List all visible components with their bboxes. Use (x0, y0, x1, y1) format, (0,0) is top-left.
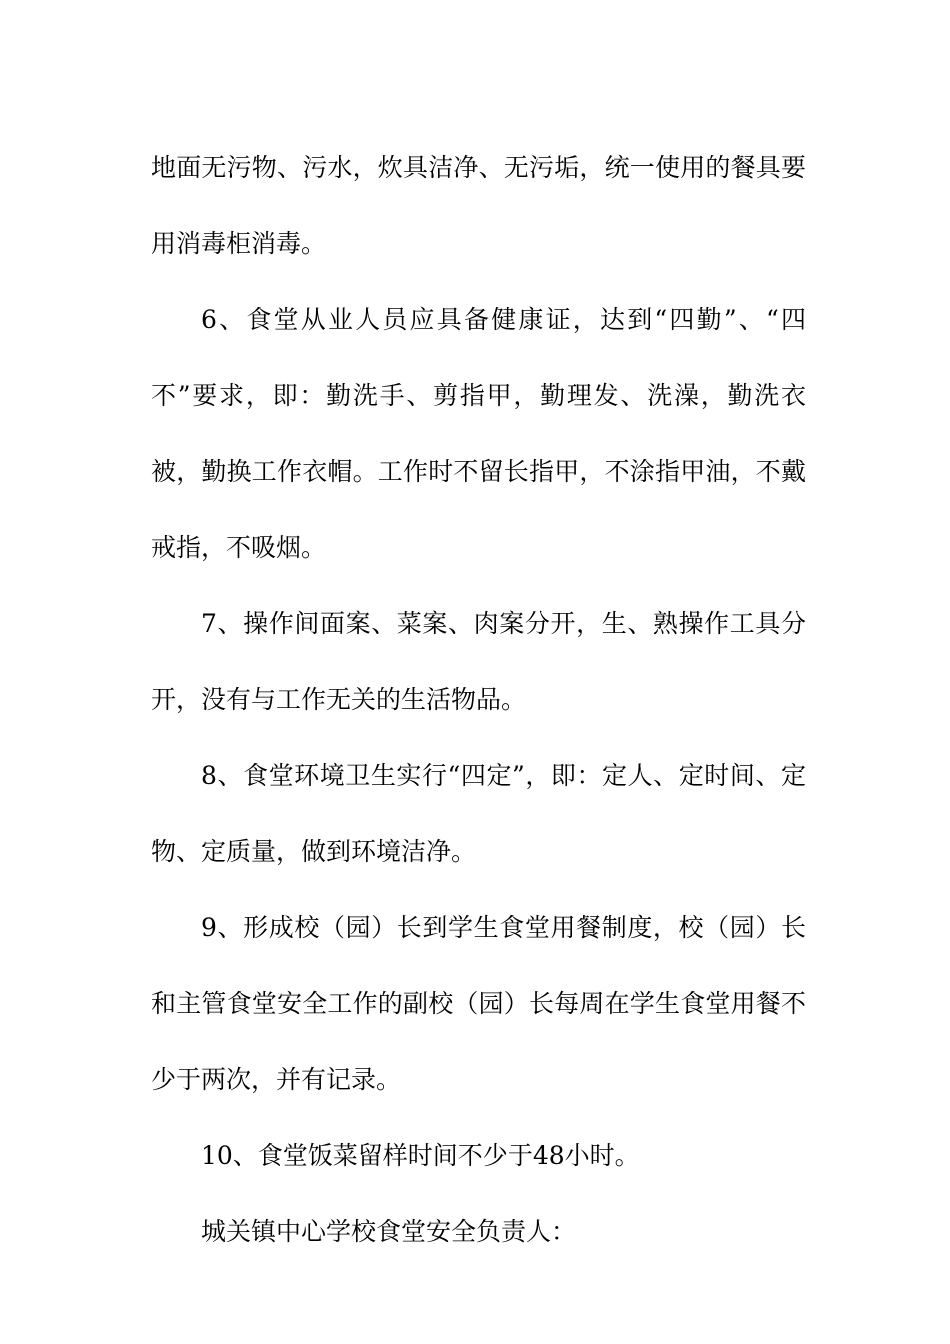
paragraph-item-7: 7、操作间面案、菜案、肉案分开，生、熟操作工具分开，没有与工作无关的生活物品。 (151, 609, 806, 714)
paragraph-item-8: 8、食堂环境卫生实行“四定”，即：定人、定时间、定物、定质量，做到环境洁净。 (151, 761, 806, 866)
document-page (151, 130, 806, 1270)
paragraph-item-6: 6、食堂从业人员应具备健康证，达到“四勤”、“四不”要求，即：勤洗手、剪指甲，勤理发、洗澡，勤洗衣被，勤换工作衣帽。工作时不留长指甲，不涂指甲油，不戴戒指，不吸烟。 (151, 305, 806, 562)
paragraph-item-10: 10、食堂饭菜留样时间不少于48小时。 (201, 1141, 640, 1170)
paragraph-item-9: 9、形成校（园）长到学生食堂用餐制度，校（园）长和主管食堂安全工作的副校（园）长每周在学生食堂用餐不少于两次，并有记录。 (151, 913, 806, 1094)
paragraph-responsible-person: 城关镇中心学校食堂安全负责人： (201, 1217, 577, 1246)
paragraph-hygiene-utensils: 地面无污物、污水，炊具洁净、无污垢，统一使用的餐具要用消毒柜消毒。 (151, 153, 806, 258)
